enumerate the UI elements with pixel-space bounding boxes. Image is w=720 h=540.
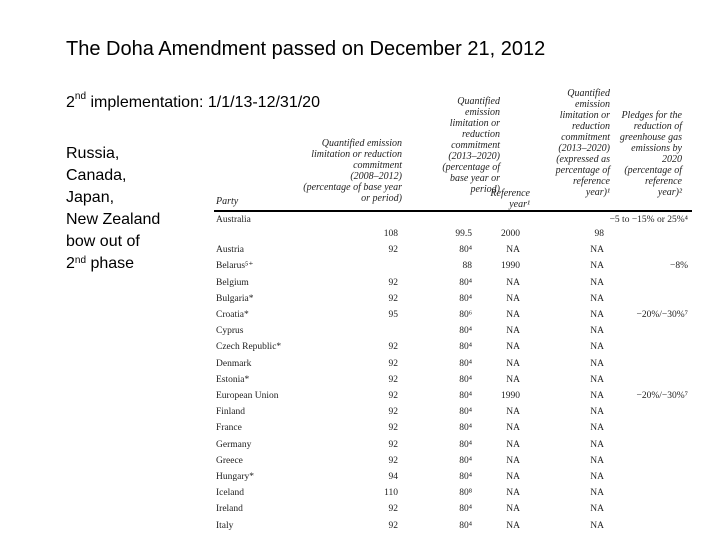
table-row [214,242,692,258]
side-note-line: Japan, [66,189,115,206]
value-cell: NA [590,488,604,499]
header-commitment-reference-year: Quantified emission limitation or reduction commitment (2013–2020) (expressed as percentage of reference year)¹ [555,88,610,198]
value-cell: 92 [388,520,398,531]
header-party: Party [216,196,239,207]
table-row [214,356,692,372]
value-cell: 92 [388,342,398,353]
party-cell: Iceland [216,488,244,499]
party-cell: Estonia* [216,374,250,385]
value-cell: NA [590,293,604,304]
table-row [214,258,692,274]
value-cell: NA [506,245,520,256]
value-cell: NA [506,374,520,385]
value-cell: 80⁴ [459,472,472,482]
party-cell: Hungary* [216,472,254,482]
value-cell: 80⁴ [459,374,472,385]
side-note-last-prefix: 2 [66,255,75,272]
value-cell: NA [506,342,520,353]
value-cell: 92 [388,504,398,515]
party-cell: Australia [216,215,251,225]
value-cell: NA [506,488,520,499]
value-cell: 80⁴ [459,504,472,515]
subtitle-sup: nd [74,91,87,102]
header-commitment-2013-2020: Quantified emission limitation or reduction commitment (2013–2020) (percentage of base year or period) [442,96,500,195]
value-cell: NA [506,407,520,418]
value-cell: 92 [388,407,398,418]
value-cell: 98 [594,229,604,239]
value-cell: 92 [388,245,398,256]
value-cell: −5 to −15% or 25%⁴ [609,215,688,225]
value-cell: 110 [384,488,398,499]
value-cell: NA [590,439,604,450]
value-cell: 1990 [501,261,520,272]
side-note-line: New Zealand [66,211,161,228]
table-row [214,307,692,323]
value-cell: 80⁸ [459,488,472,499]
side-note-line: bow out of [66,233,140,250]
party-cell: Cyprus [216,326,244,337]
value-cell: 92 [388,358,398,369]
side-note-last-rest: phase [86,255,135,272]
party-cell: Germany [216,439,252,450]
value-cell: 88 [462,261,472,272]
value-cell: 92 [388,374,398,385]
value-cell: 80⁴ [459,326,472,337]
value-cell: 80⁴ [459,277,472,288]
value-cell: 80⁴ [459,439,472,450]
value-cell: −20%/−30%⁷ [636,310,688,320]
subtitle-rest: implementation: 1/1/13-12/31/20 [86,94,320,111]
table-row [214,518,692,534]
value-cell: 92 [388,277,398,288]
party-cell: Belgium [216,277,249,288]
table-row [214,212,692,242]
value-cell: NA [590,326,604,337]
table-row [214,291,692,307]
table-row [214,372,692,388]
value-cell: 80⁴ [459,342,472,353]
value-cell: NA [590,423,604,434]
value-cell: NA [506,358,520,369]
value-cell: 92 [388,455,398,466]
value-cell: NA [590,472,604,482]
table-row [214,275,692,291]
value-cell: NA [506,277,520,288]
value-cell: 80⁴ [459,423,472,434]
table-row [214,339,692,355]
header-reference-year: Reference year¹ [490,188,530,210]
value-cell: −20%/−30%⁷ [636,391,688,401]
header-pledges-2020: Pledges for the reduction of greenhouse gas emissions by 2020 (percentage of reference year)² [619,110,682,198]
side-note-line: Russia, [66,145,120,162]
value-cell: NA [590,504,604,515]
value-cell: 80⁴ [459,245,472,256]
value-cell: NA [506,423,520,434]
value-cell: NA [506,293,520,304]
party-cell: Belarus⁵⁺ [216,261,254,272]
side-note-line: Canada, [66,167,127,184]
value-cell: NA [590,277,604,288]
party-cell: Czech Republic* [216,342,282,353]
value-cell: NA [590,374,604,385]
party-cell: France [216,423,242,434]
header-commitment-2008-2012: Quantified emission limitation or reduction commitment (2008–2012) (percentage of base year or period) [303,138,402,204]
value-cell: NA [506,504,520,515]
value-cell: NA [590,520,604,531]
party-cell: Bulgaria* [216,293,254,304]
value-cell: NA [590,342,604,353]
value-cell: 92 [388,423,398,434]
value-cell: NA [590,407,604,418]
value-cell: NA [506,310,520,320]
value-cell: NA [506,439,520,450]
value-cell: 80⁴ [459,391,472,401]
value-cell: NA [506,326,520,337]
value-cell: NA [506,520,520,531]
party-cell: Croatia* [216,310,249,320]
table-row [214,404,692,420]
party-cell: Denmark [216,358,252,369]
subtitle-prefix: 2 [66,94,75,111]
value-cell: NA [590,261,604,272]
value-cell: 80⁴ [459,293,472,304]
value-cell: NA [590,245,604,256]
value-cell: 80⁴ [459,455,472,466]
value-cell: 80⁴ [459,520,472,531]
value-cell: 95 [388,310,398,320]
party-cell: Austria [216,245,244,256]
value-cell: 80⁴ [459,358,472,369]
party-cell: Greece [216,455,243,466]
table-row [214,469,692,485]
value-cell: 80⁴ [459,407,472,418]
table-row [214,501,692,517]
value-cell: 2000 [501,229,520,239]
value-cell: −8% [669,261,688,272]
table-row [214,485,692,501]
side-note [66,143,160,275]
value-cell: NA [506,472,520,482]
value-cell: NA [590,391,604,401]
value-cell: 92 [388,293,398,304]
side-note-last-sup: nd [74,255,87,266]
value-cell: 92 [388,439,398,450]
value-cell: 108 [383,229,398,239]
value-cell: 92 [388,391,398,401]
slide-title: The Doha Amendment passed on December 21, 2012 [66,38,546,60]
party-cell: Finland [216,407,246,418]
value-cell: NA [590,310,604,320]
value-cell: NA [506,455,520,466]
value-cell: 94 [388,472,398,482]
value-cell: 1990 [501,391,520,401]
table-row [214,420,692,436]
value-cell: 99.5 [455,229,472,239]
side-note-line [66,253,160,275]
party-cell: Italy [216,520,234,531]
value-cell: NA [590,455,604,466]
commitments-table [214,84,692,540]
party-cell: Ireland [216,504,243,515]
value-cell: NA [590,358,604,369]
table-row [214,437,692,453]
table-row [214,388,692,404]
value-cell: 80⁶ [459,310,472,320]
table-row [214,323,692,339]
table-row [214,453,692,469]
party-cell: European Union [216,391,279,401]
